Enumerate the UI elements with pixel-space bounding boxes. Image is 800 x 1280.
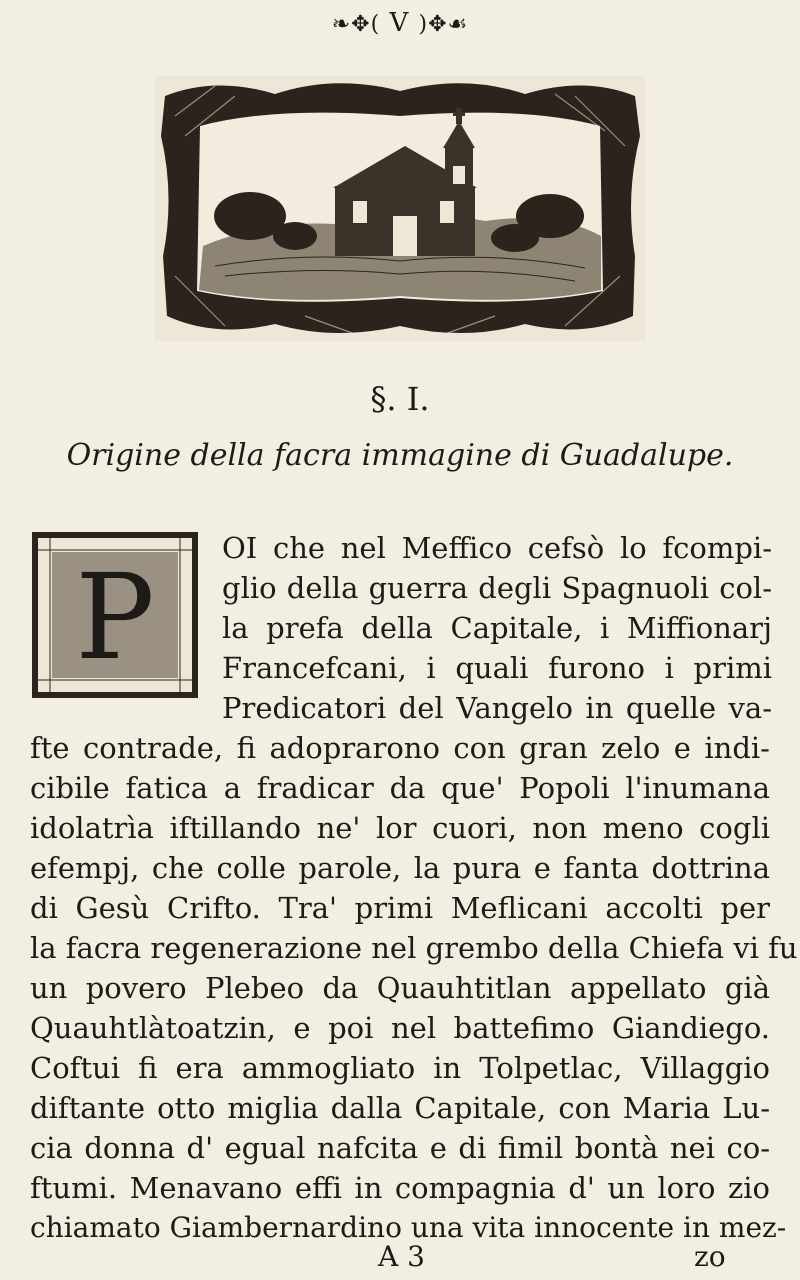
text-line: la prefa della Capitale, i Miffionarj — [222, 611, 772, 645]
text-line: fte contrade, fi adoprarono con gran zelo e indi- — [30, 731, 770, 765]
catchword: zo — [694, 1240, 726, 1273]
running-head — [0, 8, 800, 38]
chapter-title: Origine della facra immagine di Guadalupe. — [66, 438, 734, 473]
text-line: la facra regenerazione nel grembo della Chiefa vi fu — [30, 931, 798, 965]
decorated-initial-letter — [30, 530, 200, 700]
text-line: Francefcani, i quali furono i primi — [222, 651, 772, 685]
signature-mark: A 3 — [378, 1240, 425, 1273]
text-line: efempj, che colle parole, la pura e fanta dottrina — [30, 851, 770, 885]
text-line: glio della guerra degli Spagnuoli col- — [222, 571, 772, 605]
text-line: cibile fatica a fradicar da que' Popoli l'inumana — [30, 771, 770, 805]
text-line: OI che nel Meffico cefsò lo fcompi- — [222, 531, 772, 565]
text-line: ftumi. Menavano effi in compagnia d' un loro zio — [30, 1171, 770, 1205]
text-line: diftante otto miglia dalla Capitale, con Maria Lu- — [30, 1091, 770, 1125]
page-footer — [0, 1240, 800, 1280]
text-line: di Gesù Crifto. Tra' primi Meflicani accolti per — [30, 891, 770, 925]
text-line: Predicatori del Vangelo in quelle va- — [222, 691, 772, 725]
section-heading: §. I. — [370, 380, 430, 418]
left-fleuron-icon: ❧✥( — [331, 12, 381, 37]
text-line: idolatrìa iftillando ne' lor cuori, non meno cogli — [30, 811, 770, 845]
page-number: V — [389, 8, 410, 38]
right-fleuron-icon: )✥☙ — [418, 12, 469, 37]
engraved-headpiece-illustration — [155, 76, 645, 341]
text-line: chiamato Giambernardino una vita innocente in mez- — [30, 1211, 787, 1244]
svg-text:P: P — [75, 548, 155, 686]
text-line: un povero Plebeo da Quauhtitlan appellato già — [30, 971, 770, 1005]
text-line: cia donna d' egual nafcita e di fimil bontà nei co- — [30, 1131, 770, 1165]
text-line: Quauhtlàtoatzin, e poi nel battefimo Giandiego. — [30, 1011, 770, 1045]
text-line: Coftui fi era ammogliato in Tolpetlac, Villaggio — [30, 1051, 770, 1085]
